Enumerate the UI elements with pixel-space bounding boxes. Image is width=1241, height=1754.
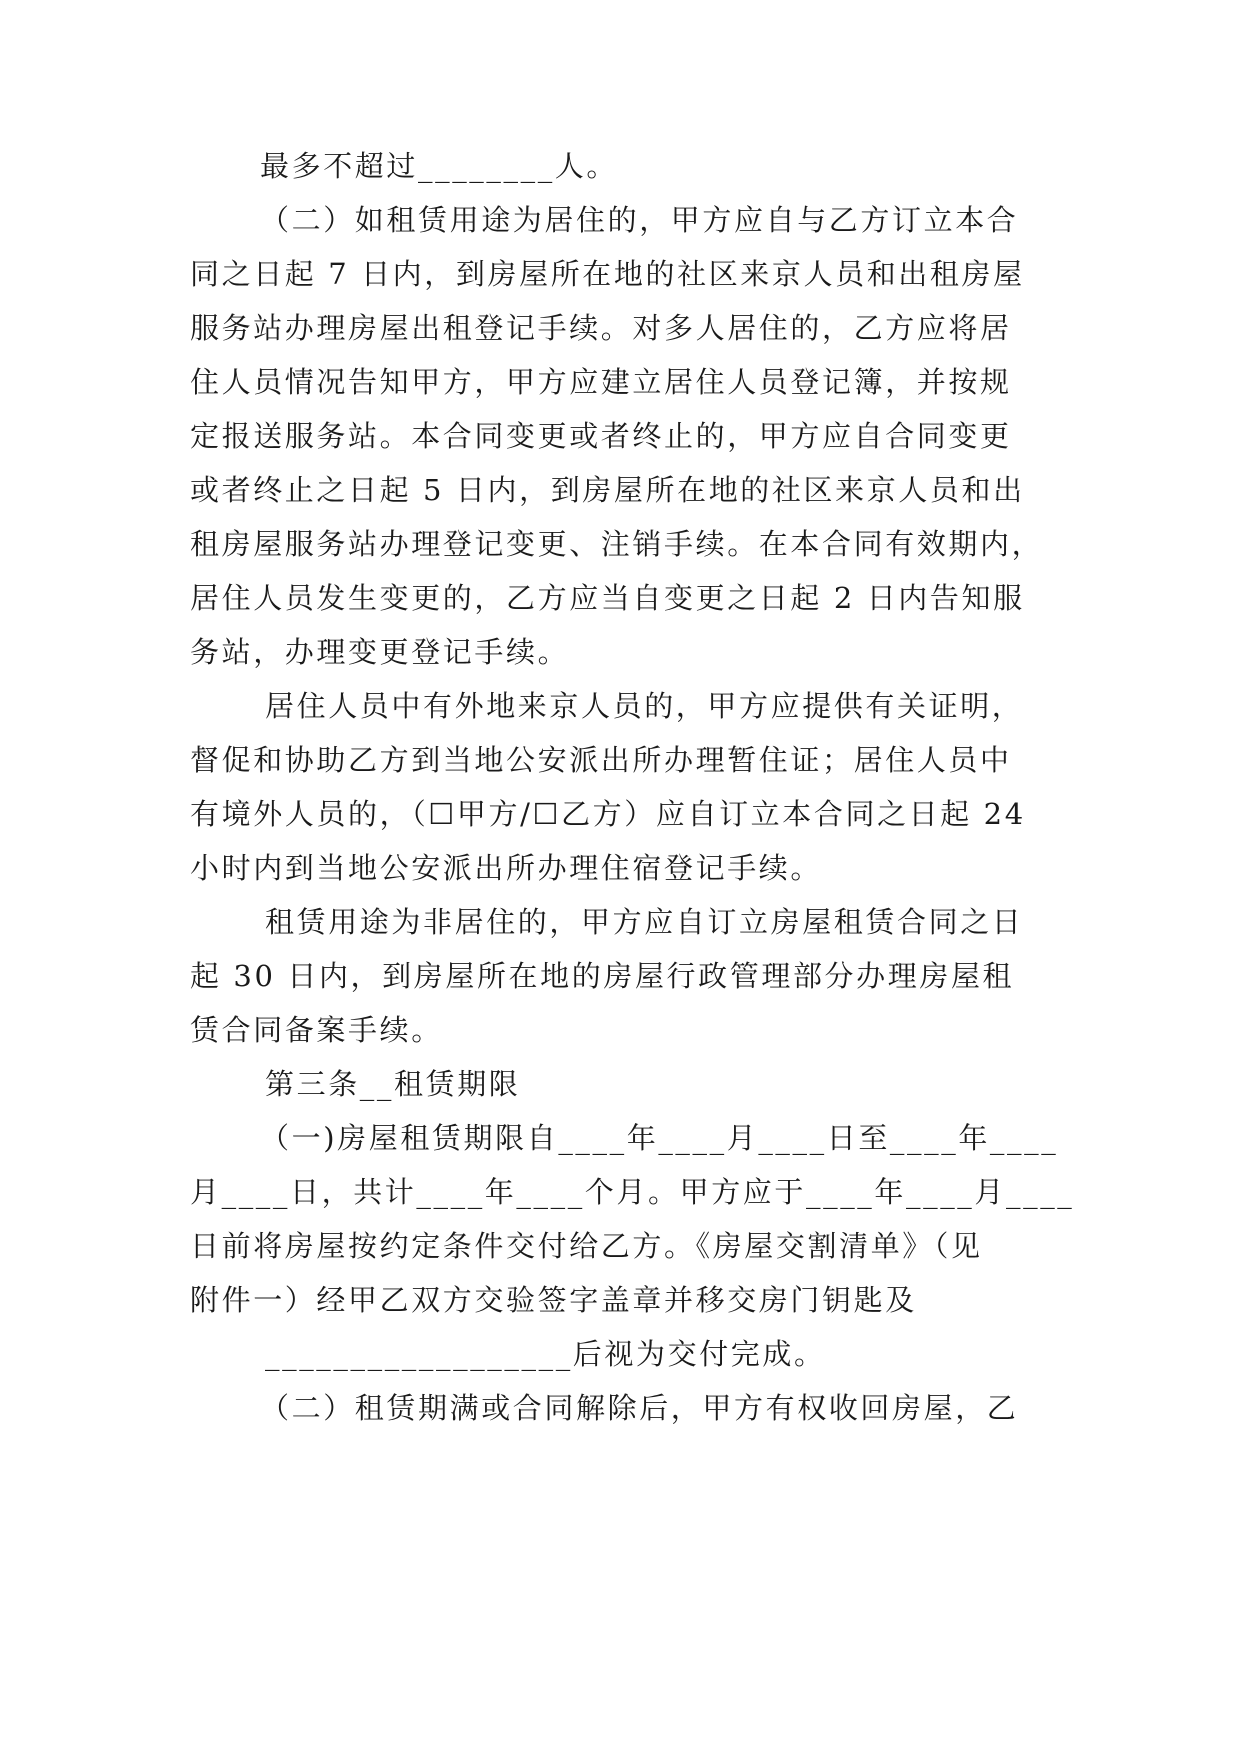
text-line: 小时内到当地公安派出所办理住宿登记手续。: [190, 851, 823, 885]
text-line: 有境外人员的，（☐甲方/☐乙方）应自订立本合同之日起 24: [190, 797, 1026, 831]
text-line: 同之日起 7 日内，到房屋所在地的社区来京人员和出租房屋: [190, 257, 1025, 291]
text-line: 居住人员发生变更的，乙方应当自变更之日起 2 日内告知服: [190, 581, 1025, 615]
text-line: 日前将房屋按约定条件交付给乙方。《房屋交割清单》（见: [190, 1229, 983, 1263]
text-line: 居住人员中有外地来京人员的，甲方应提供有关证明，: [265, 689, 1024, 723]
text-line: 最多不超过________人。: [260, 149, 619, 183]
text-line: 租赁用途为非居住的，甲方应自订立房屋租赁合同之日: [265, 905, 1024, 939]
text-line: 附件一）经甲乙双方交验签字盖章并移交房门钥匙及: [190, 1283, 917, 1317]
text-line: 督促和协助乙方到当地公安派出所办理暂住证；居住人员中: [190, 743, 1012, 777]
text-line: 赁合同备案手续。: [190, 1013, 443, 1047]
text-line: （一)房屋租赁期限自____年____月____日至____年____: [260, 1121, 1059, 1155]
text-line: 住人员情况告知甲方，甲方应建立居住人员登记簿，并按规: [190, 365, 1012, 399]
text-line: __________________后视为交付完成。: [265, 1337, 826, 1371]
text-line: 务站，办理变更登记手续。: [190, 635, 570, 669]
text-line: 起 30 日内，到房屋所在地的房屋行政管理部分办理房屋租: [190, 959, 1015, 993]
text-line: （二）如租赁用途为居住的，甲方应自与乙方订立本合: [260, 203, 1019, 237]
text-line: 或者终止之日起 5 日内，到房屋所在地的社区来京人员和出: [190, 473, 1025, 507]
text-line: 服务站办理房屋出租登记手续。对多人居住的，乙方应将居: [190, 311, 1012, 345]
text-line: 租房屋服务站办理登记变更、注销手续。在本合同有效期内，: [190, 527, 1044, 561]
text-line: 月____日，共计____年____个月。甲方应于____年____月____: [190, 1175, 1075, 1209]
text-line: （二）租赁期满或合同解除后，甲方有权收回房屋，乙: [260, 1391, 1019, 1425]
text-line: 定报送服务站。本合同变更或者终止的，甲方应自合同变更: [190, 419, 1012, 453]
section-heading: 第三条__租赁期限: [265, 1067, 521, 1101]
